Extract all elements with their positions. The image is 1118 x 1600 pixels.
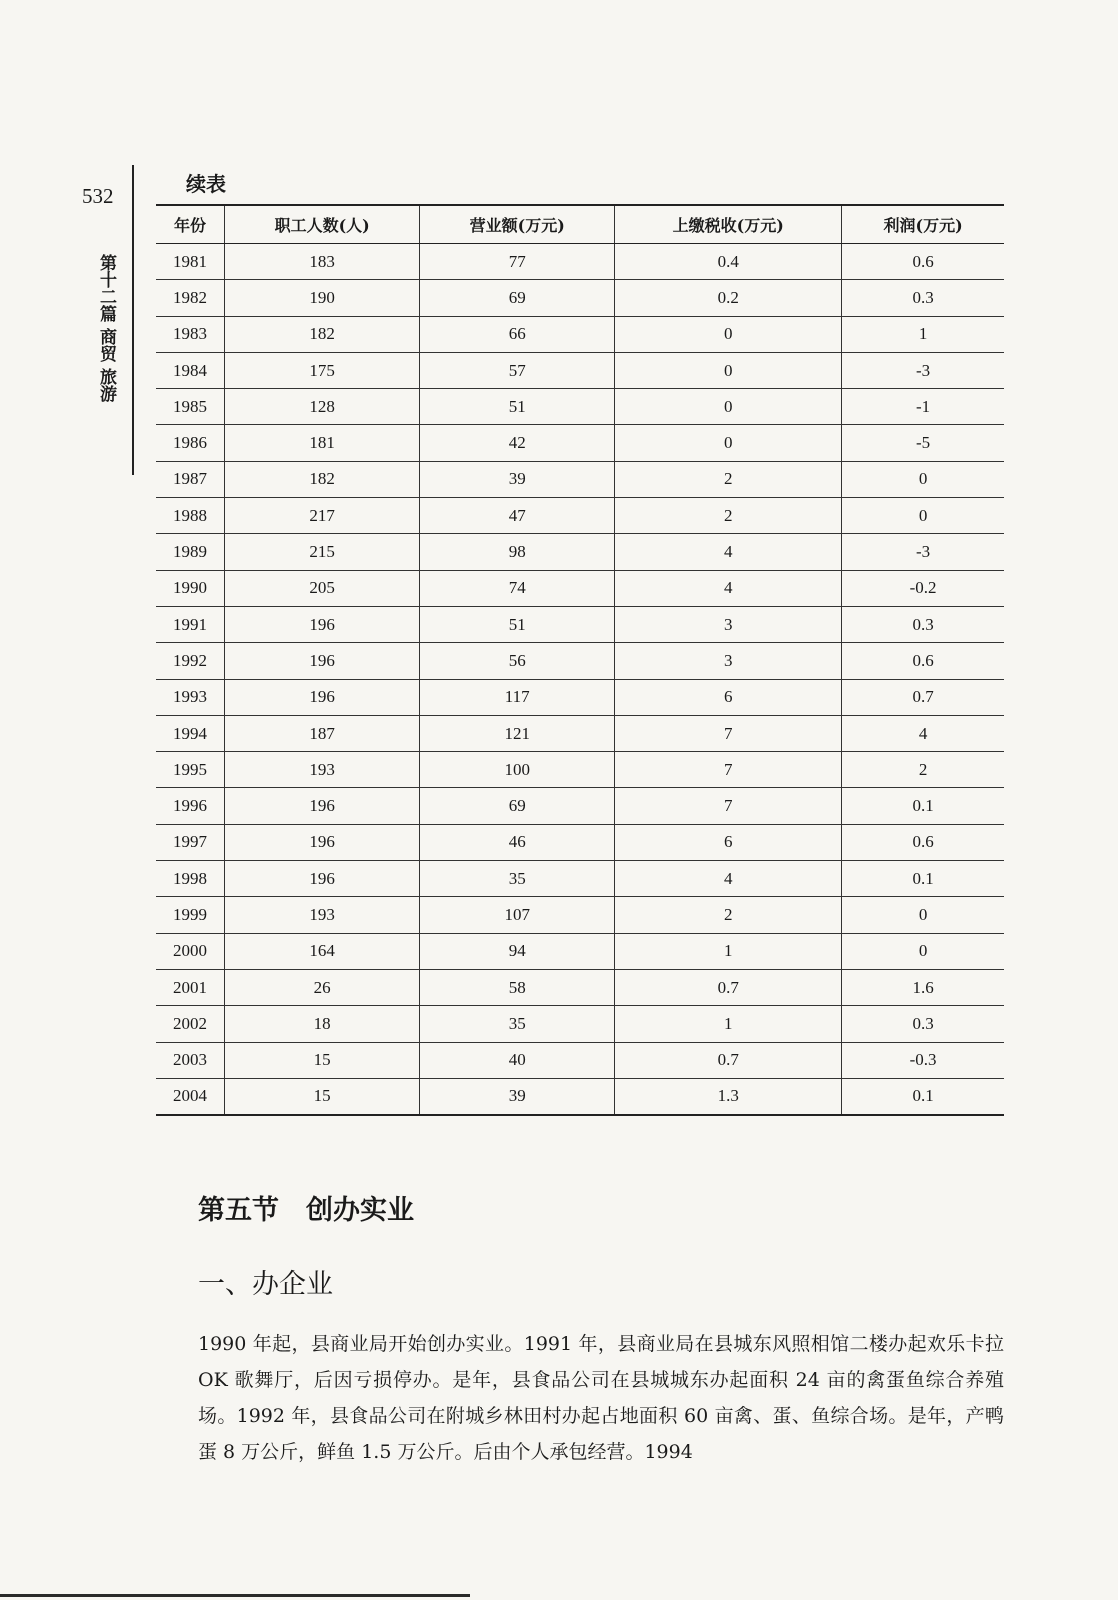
cell-revenue: 58 (420, 969, 615, 1005)
cell-staff: 193 (225, 897, 420, 933)
cell-revenue: 40 (420, 1042, 615, 1078)
cell-profit: -3 (842, 534, 1004, 570)
cell-year: 1993 (156, 679, 225, 715)
table-row (156, 715, 1004, 751)
cell-revenue: 51 (420, 389, 615, 425)
cell-staff: 196 (225, 679, 420, 715)
cell-profit: 0 (842, 461, 1004, 497)
cell-staff: 193 (225, 752, 420, 788)
cell-year: 2002 (156, 1006, 225, 1042)
cell-revenue: 66 (420, 316, 615, 352)
cell-year: 1990 (156, 570, 225, 606)
cell-year: 1999 (156, 897, 225, 933)
cell-tax: 6 (615, 679, 842, 715)
cell-staff: 196 (225, 788, 420, 824)
table-body (156, 244, 1004, 1116)
cell-revenue: 100 (420, 752, 615, 788)
section-title: 第五节 创办实业 (198, 1195, 414, 1226)
table-row (156, 861, 1004, 897)
cell-profit: 1 (842, 316, 1004, 352)
cell-year: 1982 (156, 280, 225, 316)
bottom-edge-rule (0, 1594, 470, 1597)
cell-revenue: 42 (420, 425, 615, 461)
cell-revenue: 117 (420, 679, 615, 715)
cell-revenue: 98 (420, 534, 615, 570)
cell-profit: 4 (842, 715, 1004, 751)
header-profit: 利润(万元) (842, 205, 1004, 244)
cell-staff: 175 (225, 352, 420, 388)
cell-staff: 196 (225, 643, 420, 679)
cell-tax: 7 (615, 752, 842, 788)
cell-year: 1985 (156, 389, 225, 425)
cell-staff: 181 (225, 425, 420, 461)
cell-tax: 0 (615, 425, 842, 461)
cell-tax: 0.7 (615, 1042, 842, 1078)
cell-year: 1995 (156, 752, 225, 788)
cell-tax: 4 (615, 534, 842, 570)
cell-profit: -0.3 (842, 1042, 1004, 1078)
cell-tax: 2 (615, 461, 842, 497)
cell-profit: 0.3 (842, 606, 1004, 642)
cell-profit: -5 (842, 425, 1004, 461)
cell-staff: 182 (225, 461, 420, 497)
cell-profit: 0.6 (842, 824, 1004, 860)
cell-year: 1986 (156, 425, 225, 461)
cell-revenue: 47 (420, 498, 615, 534)
cell-revenue: 74 (420, 570, 615, 606)
cell-profit: 0.3 (842, 1006, 1004, 1042)
margin-divider (132, 165, 134, 475)
cell-profit: 2 (842, 752, 1004, 788)
cell-staff: 26 (225, 969, 420, 1005)
cell-revenue: 57 (420, 352, 615, 388)
cell-staff: 128 (225, 389, 420, 425)
cell-staff: 196 (225, 861, 420, 897)
table-row (156, 461, 1004, 497)
cell-revenue: 46 (420, 824, 615, 860)
continued-table-label: 续表 (186, 172, 226, 196)
cell-profit: 0 (842, 933, 1004, 969)
cell-year: 1988 (156, 498, 225, 534)
cell-tax: 0.2 (615, 280, 842, 316)
cell-profit: 0.1 (842, 788, 1004, 824)
cell-tax: 7 (615, 788, 842, 824)
table-row (156, 244, 1004, 280)
table-row (156, 643, 1004, 679)
cell-tax: 2 (615, 897, 842, 933)
cell-revenue: 56 (420, 643, 615, 679)
table-header-row (156, 205, 1004, 244)
cell-year: 1994 (156, 715, 225, 751)
cell-profit: 0.3 (842, 280, 1004, 316)
cell-tax: 4 (615, 570, 842, 606)
cell-year: 1983 (156, 316, 225, 352)
cell-year: 1997 (156, 824, 225, 860)
table-row (156, 679, 1004, 715)
cell-profit: 0.6 (842, 244, 1004, 280)
cell-tax: 6 (615, 824, 842, 860)
cell-tax: 0 (615, 352, 842, 388)
cell-staff: 183 (225, 244, 420, 280)
cell-staff: 15 (225, 1042, 420, 1078)
table-row (156, 534, 1004, 570)
table-row (156, 280, 1004, 316)
cell-revenue: 69 (420, 280, 615, 316)
table-row (156, 1042, 1004, 1078)
cell-tax: 1.3 (615, 1078, 842, 1115)
cell-year: 1998 (156, 861, 225, 897)
cell-revenue: 35 (420, 1006, 615, 1042)
cell-profit: 0.1 (842, 1078, 1004, 1115)
table-row (156, 389, 1004, 425)
cell-revenue: 121 (420, 715, 615, 751)
cell-staff: 196 (225, 824, 420, 860)
cell-year: 2001 (156, 969, 225, 1005)
cell-profit: -3 (842, 352, 1004, 388)
cell-tax: 4 (615, 861, 842, 897)
cell-staff: 205 (225, 570, 420, 606)
cell-tax: 3 (615, 643, 842, 679)
table-row (156, 606, 1004, 642)
chapter-margin-label: 第十二篇 商贸 旅游 (96, 254, 116, 402)
table-row (156, 824, 1004, 860)
table-row (156, 498, 1004, 534)
body-paragraph: 1990 年起，县商业局开始创办实业。1991 年，县商业局在县城东风照相馆二楼办起欢乐卡拉 OK 歌舞厅，后因亏损停办。是年，县食品公司在县城城东办起面积 24 亩的禽蛋鱼综合养殖场。1992 年，县食品公司在附城乡林田村办起占地面积 60 亩禽、蛋、鱼综合场。是年，产鸭蛋 8 万公斤，鲜鱼 1.5 万公斤。后由个人承包经营。1994 (198, 1333, 1004, 1463)
cell-staff: 187 (225, 715, 420, 751)
cell-revenue: 107 (420, 897, 615, 933)
cell-tax: 0.7 (615, 969, 842, 1005)
header-staff: 职工人数(人) (225, 205, 420, 244)
table-row (156, 425, 1004, 461)
cell-year: 2003 (156, 1042, 225, 1078)
cell-year: 1991 (156, 606, 225, 642)
table-row (156, 897, 1004, 933)
cell-staff: 18 (225, 1006, 420, 1042)
header-year: 年份 (156, 205, 225, 244)
cell-tax: 0 (615, 389, 842, 425)
table-row (156, 752, 1004, 788)
header-tax: 上缴税收(万元) (615, 205, 842, 244)
table-row (156, 969, 1004, 1005)
subsection-title: 一、办企业 (198, 1269, 333, 1300)
cell-tax: 7 (615, 715, 842, 751)
table-row (156, 352, 1004, 388)
table-row (156, 1006, 1004, 1042)
cell-staff: 190 (225, 280, 420, 316)
cell-staff: 182 (225, 316, 420, 352)
cell-tax: 2 (615, 498, 842, 534)
cell-revenue: 51 (420, 606, 615, 642)
cell-revenue: 69 (420, 788, 615, 824)
cell-staff: 217 (225, 498, 420, 534)
cell-profit: -0.2 (842, 570, 1004, 606)
cell-tax: 0.4 (615, 244, 842, 280)
table-row (156, 788, 1004, 824)
cell-profit: 0 (842, 498, 1004, 534)
cell-year: 1984 (156, 352, 225, 388)
cell-revenue: 94 (420, 933, 615, 969)
cell-revenue: 77 (420, 244, 615, 280)
cell-tax: 0 (615, 316, 842, 352)
header-revenue: 营业额(万元) (420, 205, 615, 244)
cell-profit: 0 (842, 897, 1004, 933)
cell-year: 1989 (156, 534, 225, 570)
page-number: 532 (82, 184, 114, 208)
cell-tax: 1 (615, 1006, 842, 1042)
cell-profit: 1.6 (842, 969, 1004, 1005)
cell-year: 1992 (156, 643, 225, 679)
cell-staff: 196 (225, 606, 420, 642)
cell-revenue: 35 (420, 861, 615, 897)
cell-profit: 0.6 (842, 643, 1004, 679)
cell-tax: 1 (615, 933, 842, 969)
table-row (156, 933, 1004, 969)
cell-year: 1996 (156, 788, 225, 824)
cell-tax: 3 (615, 606, 842, 642)
cell-revenue: 39 (420, 461, 615, 497)
cell-year: 2000 (156, 933, 225, 969)
cell-staff: 215 (225, 534, 420, 570)
cell-staff: 15 (225, 1078, 420, 1115)
cell-year: 1987 (156, 461, 225, 497)
cell-revenue: 39 (420, 1078, 615, 1115)
cell-profit: 0.7 (842, 679, 1004, 715)
table-row (156, 570, 1004, 606)
table-row (156, 316, 1004, 352)
table-row (156, 1078, 1004, 1115)
cell-year: 1981 (156, 244, 225, 280)
cell-profit: -1 (842, 389, 1004, 425)
cell-year: 2004 (156, 1078, 225, 1115)
cell-profit: 0.1 (842, 861, 1004, 897)
statistics-table (156, 204, 1004, 1116)
cell-staff: 164 (225, 933, 420, 969)
